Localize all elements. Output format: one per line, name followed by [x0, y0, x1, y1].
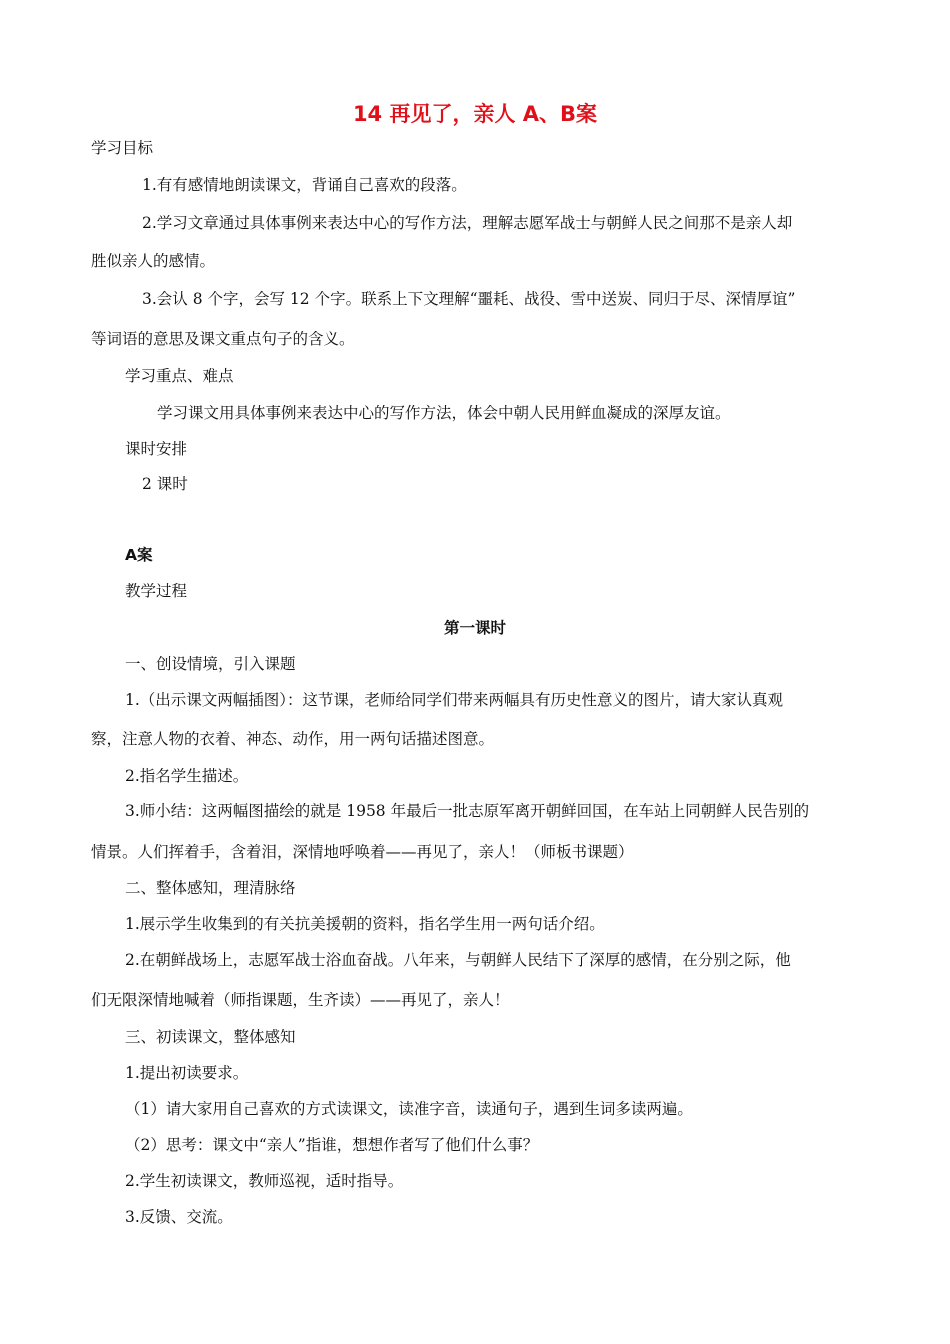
section-2-para-1: 1.展示学生收集到的有关抗美援朝的资料，指名学生用一两句话介绍。 — [125, 915, 605, 933]
section-3-para-1b: （2）思考：课文中“亲人”指谁，想想作者写了他们什么事？ — [125, 1136, 539, 1154]
goals-heading: 学习目标 — [91, 139, 154, 157]
period-heading: 课时安排 — [125, 440, 188, 458]
section-1-para-3-line-2: 情景。人们挥着手，含着泪，深情地呼唤着——再见了，亲人！（师板书课题） — [91, 843, 634, 861]
section-1-heading: 一、创设情境，引入课题 — [125, 655, 296, 673]
goal-3-line-2: 等词语的意思及课文重点句子的含义。 — [91, 330, 355, 348]
section-2-para-2-line-2: 们无限深情地喊着（师指课题，生齐读）——再见了，亲人！ — [91, 991, 510, 1009]
process-heading: 教学过程 — [125, 582, 188, 600]
goal-3-line-1: 3.会认 8 个字，会写 12 个字。联系上下文理解“噩耗、战役、雪中送炭、同归于尽、深情厚谊” — [142, 290, 796, 308]
goal-2-line-1: 2.学习文章通过具体事例来表达中心的写作方法，理解志愿军战士与朝鲜人民之间那不是亲人却 — [142, 214, 793, 232]
document-title: 14 再见了，亲人 A、B案 — [352, 102, 598, 126]
section-1-para-3-line-1: 3.师小结：这两幅图描绘的就是 1958 年最后一批志原军离开朝鲜回国，在车站上同朝鲜人民告别的 — [125, 802, 810, 820]
section-2-para-2-line-1: 2.在朝鲜战场上，志愿军战士浴血奋战。八年来，与朝鲜人民结下了深厚的感情，在分别之际，他 — [125, 951, 791, 969]
section-3-para-1: 1.提出初读要求。 — [125, 1064, 249, 1082]
key-points-heading: 学习重点、难点 — [125, 367, 234, 385]
section-1-para-1-line-1: 1.（出示课文两幅插图）：这节课，老师给同学们带来两幅具有历史性意义的图片，请大家认真观 — [125, 691, 784, 709]
period-text: 2 课时 — [142, 475, 188, 493]
plan-a-heading: A案 — [125, 546, 153, 564]
section-3-para-3: 3.反馈、交流。 — [125, 1208, 233, 1226]
lesson-1-heading: 第一课时 — [443, 619, 506, 637]
section-3-para-2: 2.学生初读课文，教师巡视，适时指导。 — [125, 1172, 404, 1190]
goal-2-line-2: 胜似亲人的感情。 — [91, 252, 216, 270]
section-3-heading: 三、初读课文，整体感知 — [125, 1028, 296, 1046]
goal-1: 1.有有感情地朗读课文，背诵自己喜欢的段落。 — [142, 176, 467, 194]
section-2-heading: 二、整体感知，理清脉络 — [125, 879, 296, 897]
section-1-para-2: 2.指名学生描述。 — [125, 767, 249, 785]
section-1-para-1-line-2: 察，注意人物的衣着、神态、动作，用一两句话描述图意。 — [91, 730, 495, 748]
key-points-text: 学习课文用具体事例来表达中心的写作方法，体会中朝人民用鲜血凝成的深厚友谊。 — [157, 404, 731, 422]
section-3-para-1a: （1）请大家用自己喜欢的方式读课文，读准字音，读通句子，遇到生词多读两遍。 — [125, 1100, 693, 1118]
